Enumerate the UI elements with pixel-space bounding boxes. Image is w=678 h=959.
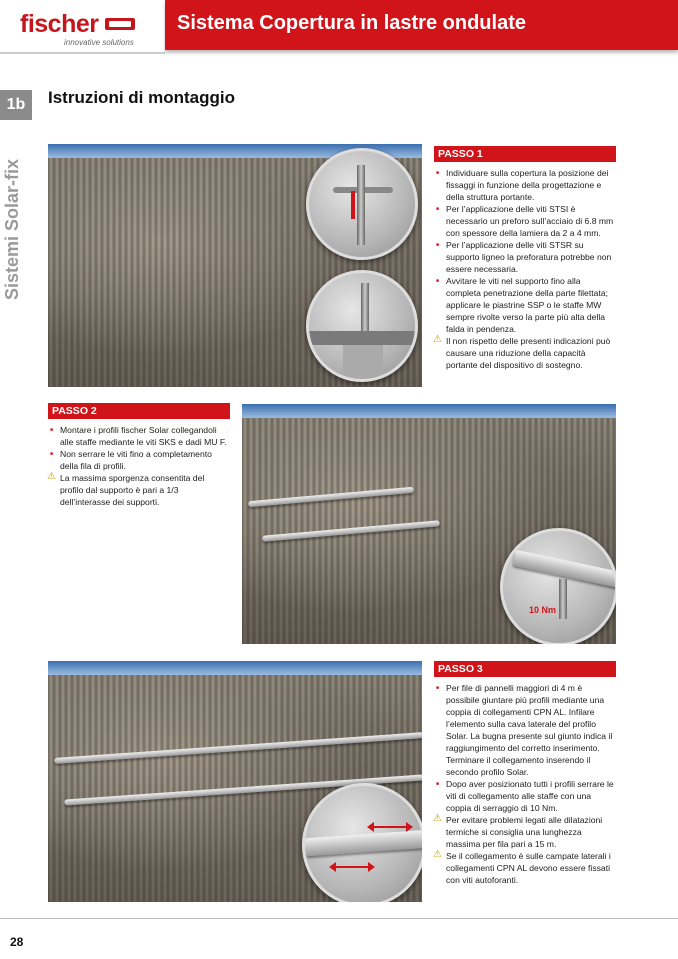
chapter-number: 1b [0,90,32,120]
list-item: ■ Per file di pannelli maggiori di 4 m è possibile giuntare più profili mediante una coppia di collegamenti CPN AL. Infilare l’elemento sulla cava laterale del profilo Solar. La bugna presente sul giunto indica il raggiungimento del corretto inserimento. Terminare il collegamento inserendo il secondo profilo Solar. [434,682,616,778]
torque-label: 10 Nm [529,605,557,615]
screw-detail-inset [306,148,418,260]
bracket-plate [309,331,418,345]
step3-title: PASSO 3 [434,661,616,677]
step2-photo [242,404,616,644]
step2-box [48,403,230,508]
list-item: ■ Per l’applicazione delle viti STSI è necessario un preforo sull’acciaio di 6.8 mm con spessore della lamiera da 2 a 4 mm. [434,203,616,239]
step2-title: PASSO 2 [48,403,230,419]
brand-logo [0,0,165,54]
screw [361,283,369,333]
screw [559,579,567,619]
bracket-profile [343,345,383,375]
profile-rail-detail [305,830,422,857]
profile-rail [54,732,422,764]
list-item: ■ Montare i profili fischer Solar collegandoli alle staffe mediante le viti SKS e dadi MU F. [48,424,230,448]
page-number: 28 [10,935,24,949]
step1-box [434,146,616,371]
step2-list [48,424,230,508]
insert-arrow-icon [373,826,407,828]
warning-item: ⚠ Se il collegamento è sulle campate laterali i collegamenti CPN AL devono essere fissati con viti autoforanti. [434,850,616,886]
step1-title: PASSO 1 [434,146,616,162]
step1-list [434,167,616,371]
footer-divider [0,918,678,919]
brand-tagline: innovative solutions [64,38,134,47]
warning-item: ⚠ Il non rispetto delle presenti indicazioni può causare una riduzione della capacità portante del dispositivo di sostegno. [434,335,616,371]
warning-item: ⚠ Per evitare problemi legati alle dilatazioni termiche si consiglia una lunghezza massima per fila pari a 15 m. [434,814,616,850]
rotation-arrow-icon [351,191,355,219]
insert-arrow-icon [335,866,369,868]
profile-rail [248,487,414,507]
list-item: ■ Avvitare le viti nel supporto fino alla completa penetrazione della parte filettata; applicare le piastrine SSP o le staffe MW sempre rivolte verso la parte più alta della falda in pendenza. [434,275,616,335]
screw [357,165,365,245]
list-item: ■ Per l’applicazione delle viti STSR su supporto ligneo la preforatura potrebbe non essere necessaria. [434,239,616,275]
list-item: ■ Non serrare le viti fino a completamento della fila di profili. [48,448,230,472]
step3-box [434,661,616,886]
page-header [0,0,678,54]
title-bar [165,0,678,50]
fixing-detail-inset [500,528,616,644]
profile-rail [262,520,440,541]
sky [48,661,422,675]
sky [242,404,616,418]
section-title: Istruzioni di montaggio [48,88,235,107]
step3-list [434,682,616,886]
joint-detail-inset [302,783,422,902]
step1-photo [48,144,422,387]
chapter-label: Sistemi Solar-fix [2,158,22,300]
step3-photo [48,661,422,902]
bracket-detail-inset [306,270,418,382]
list-item: ■ Individuare sulla copertura la posizione dei fissaggi in funzione della progettazione e della struttura portante. [434,167,616,203]
warning-item: ⚠ La massima sporgenza consentita del profilo dal supporto è pari a 1/3 dell’interasse dei supporti. [48,472,230,508]
brand-mark-icon [105,18,135,30]
page-title: Sistema Copertura in lastre ondulate [177,12,526,34]
list-item: ■ Dopo aver posizionato tutti i profili serrare le viti di collegamento alle staffe con una coppia di serraggio di 10 Nm. [434,778,616,814]
brand-name: fischer [20,10,99,38]
